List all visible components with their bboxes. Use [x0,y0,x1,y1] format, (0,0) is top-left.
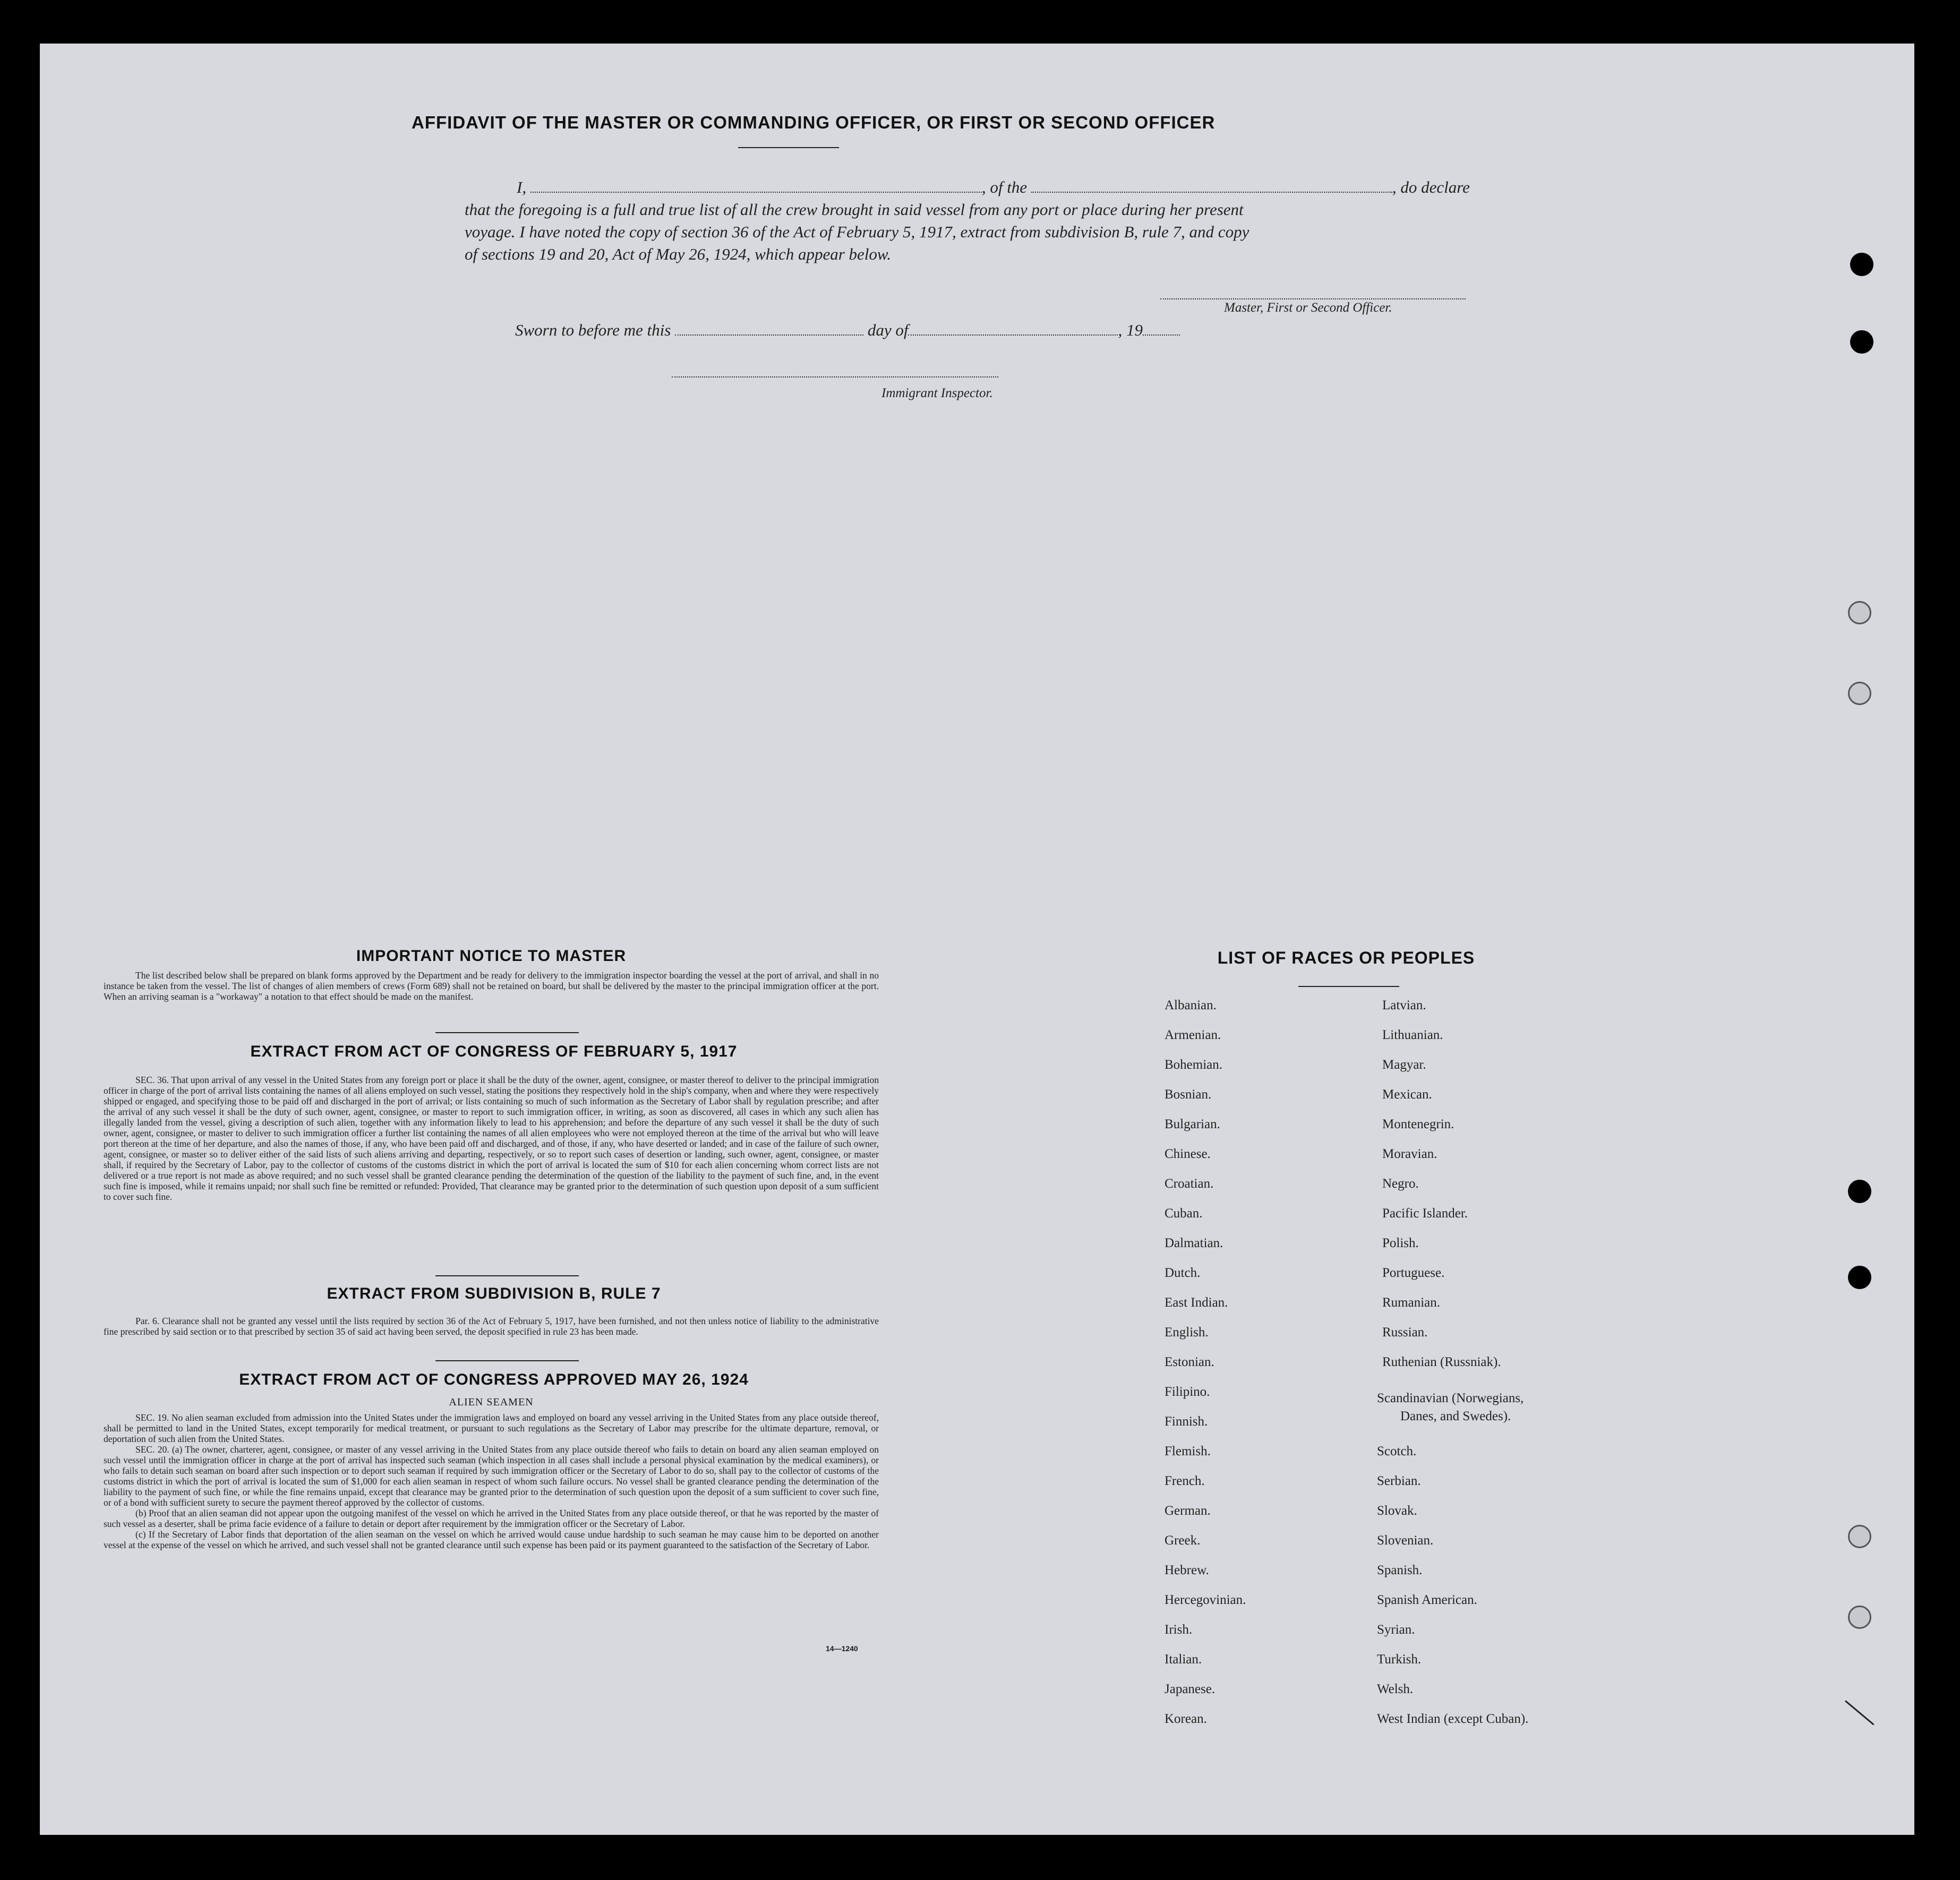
notice-title: IMPORTANT NOTICE TO MASTER [356,947,627,965]
extract-1917-text: SEC. 36. That upon arrival of any vessel in the United States from any foreign port or place it shall be the duty of the owner, agent, consignee, or master thereof to deliver to the principal immigration officer in charge of the port of arrival lists containing the names of all aliens employed on such vessel, stating the positions they respectively hold in the ship's company, when and where they were respectively shipped or engaged, and specifying those to be paid off and discharged in the port of arrival; or lists containing so much of such information as the Secretary of Labor shall by regulation prescribe; and after the arrival of any such vessel it shall be the duty of such owner, agent, consignee, or master to report to such immigration officer, in writing, as soon as discovered, all cases in which any such alien has illegally landed from the vessel, giving a description of such alien, together with any information likely to lead to his apprehension; and before the departure of any such vessel it shall be the duty of such owner, agent, consignee, or master to deliver to such immigration officer a further list containing the names of all alien employees who were not employed thereon at the time of the arrival but who will leave port thereon at the time of her departure, and also the names of those, if any, who have been paid off and discharged, and of those, if any, who have deserted or landed; and in case of the failure of such owner, agent, consignee, or master so to deliver either of the said lists of such aliens arriving and departing, respectively, or so to report such cases of desertion or landing, such owner, agent, consignee, or master shall, if required by the Secretary of Labor, pay to the collector of customs of the customs district in which the port of arrival is located the sum of $10 for each alien concerning whom correct lists are not delivered or a true report is not made as above required; and no such vessel shall be granted clearance pending the determination of the question of the liability to the payment of such fine, and, in the event such fine is imposed, while it remains unpaid; nor shall such fine be remitted or refunded: Provided, That clearance may be granted prior to the determination of such question upon deposit of a sum sufficient to cover such fine. [104,1075,879,1202]
rule-7-title: EXTRACT FROM SUBDIVISION B, RULE 7 [327,1285,661,1302]
race-item: Pacific Islander. [1382,1206,1468,1221]
race-item: Rumanian. [1382,1295,1441,1310]
officer-name-field[interactable] [530,180,982,193]
section-20b-text: (b) Proof that an alien seaman did not appear upon the outgoing manifest of the vessel on which he arrived in the United States from any place outside thereof, or that he was reported by the master of such vessel as a deserter, shall be prima facie evidence of a failure to detain or deport after requirement by the immigration officer or the Secretary of Labor. [104,1508,879,1529]
race-item: Finnish. [1165,1414,1208,1429]
race-item: Chinese. [1165,1147,1211,1161]
sworn-month-field[interactable] [908,323,1118,336]
affidavit-of-label: , of the [981,178,1028,196]
race-item: Hebrew. [1165,1563,1209,1577]
punch-hole [1848,682,1871,705]
race-item: Portuguese. [1382,1266,1445,1280]
affidavit-line-4: of sections 19 and 20, Act of May 26, 1924, which appear below. [465,245,892,263]
race-item: Russian. [1382,1325,1428,1340]
race-item: Flemish. [1165,1444,1211,1458]
race-item: Turkish. [1377,1652,1422,1667]
race-item: Hercegovinian. [1165,1593,1246,1607]
pen-mark [1845,1700,1875,1725]
race-item: Welsh. [1377,1682,1414,1696]
race-item: Montenegrin. [1382,1117,1454,1131]
affidavit-line-2: that the foregoing is a full and true list of all the crew brought in said vessel from any port or place during her present [465,200,1244,219]
race-item: Polish. [1382,1236,1419,1250]
race-item: Croatian. [1165,1177,1214,1191]
race-item: Lithuanian. [1382,1028,1443,1042]
affidavit-title: AFFIDAVIT OF THE MASTER OR COMMANDING OFFICER, OR FIRST OR SECOND OFFICER [412,113,1216,132]
sworn-day-label: day of [867,321,909,339]
document-page [40,44,1914,1835]
sworn-year-field[interactable] [1143,323,1180,336]
race-item: Bohemian. [1165,1058,1223,1072]
sworn-day-field[interactable] [675,323,863,336]
race-item: Negro. [1382,1177,1419,1191]
inspector-caption: Immigrant Inspector. [881,386,993,400]
punch-hole [1848,1180,1871,1203]
races-title: LIST OF RACES OR PEOPLES [1217,948,1475,967]
section-20a-text: SEC. 20. (a) The owner, charterer, agent, consignee, or master of any vessel arriving in the United States from any place outside thereof who fails to detain on board any alien seaman employed on such vessel until the immigration officer in charge at the port of arrival has inspected such seaman (which inspection in all cases shall include a personal physical examination by the medical examiners), or who fails to detain such seaman on board after such inspection or to deport such seaman if required by such immigration officer or the Secretary of Labor to do so, shall pay to the collector of customs of the customs district in which the port of arrival is located the sum of $1,000 for each alien seaman in respect of whom such failure occurs. No vessel shall be granted clearance pending the determination of the liability to the payment of such fine, or while the fine remains unpaid, except that clearance may be granted prior to the determination of such question upon the deposit of a sum sufficient to cover such fine, or of a bond with sufficient surety to secure the payment thereof approved by the collector of customs. [104,1444,879,1508]
punch-hole [1850,253,1873,276]
notice-text: The list described below shall be prepared on blank forms approved by the Department and be ready for delivery to the immigration inspector boarding the vessel at the port of arrival, and shall in no instance be taken from the vessel. The list of changes of alien members of crews (Form 689) shall not be retained on board, but shall be delivered by the master to the principal immigration officer at the port. When an arriving seaman is a "workaway" a notation to that effect should be made on the manifest. [104,970,879,1002]
extract-1917-title: EXTRACT FROM ACT OF CONGRESS OF FEBRUARY 5, 1917 [250,1043,738,1060]
divider [435,1032,579,1033]
race-item: Albanian. [1165,998,1217,1012]
vessel-name-field[interactable] [1031,180,1392,193]
master-signature-line[interactable] [1160,298,1466,299]
punch-hole [1848,1266,1871,1289]
extract-1924-title: EXTRACT FROM ACT OF CONGRESS APPROVED MAY 26, 1924 [239,1371,749,1388]
race-item: Mexican. [1382,1087,1432,1102]
race-item: Cuban. [1165,1206,1203,1221]
race-item: Moravian. [1382,1147,1437,1161]
rule-7-text: Par. 6. Clearance shall not be granted any vessel until the lists required by section 36 of the Act of February 5, 1917, have been furnished, and not then unless notice of liability to the administrative fine prescribed by said section or to that prescribed by section 35 of said act having been served, the deposit specified in rule 23 has been made. [104,1316,879,1337]
race-item: Spanish. [1377,1563,1423,1577]
race-item: Armenian. [1165,1028,1221,1042]
alien-seamen-subtitle: ALIEN SEAMEN [449,1396,534,1408]
race-item: East Indian. [1165,1295,1228,1310]
race-item: Latvian. [1382,998,1426,1012]
race-item: English. [1165,1325,1209,1340]
form-number: 14—1240 [826,1644,858,1653]
sworn-line [515,321,1180,340]
affidavit-i-label: I, [517,178,527,196]
punch-hole [1850,330,1873,354]
race-item: Japanese. [1165,1682,1216,1696]
race-item: Bulgarian. [1165,1117,1220,1131]
affidavit-declaration [465,176,1553,265]
punch-hole [1848,1525,1871,1548]
divider [1298,986,1399,987]
divider [435,1275,579,1276]
race-item: Ruthenian (Russniak). [1382,1355,1501,1369]
race-item: French. [1165,1474,1205,1488]
race-item: Filipino. [1165,1385,1210,1399]
section-19-text: SEC. 19. No alien seaman excluded from admission into the United States under the immigration laws and employed on board any vessel arriving in the United States from any place outside thereof, shall be permitted to land in the United States, except temporarily for medical treatment, or pursuant to such regulations as the Secretary of Labor may prescribe for the ultimate departure, removal, or deportation of such alien from the United States. [104,1412,879,1444]
divider [738,147,839,148]
race-item: Estonian. [1165,1355,1214,1369]
race-item: Scandinavian (Norwegians, [1377,1391,1524,1405]
race-item: Scotch. [1377,1444,1417,1458]
race-item-continuation: Danes, and Swedes). [1400,1409,1511,1423]
race-item: Serbian. [1377,1474,1421,1488]
race-item: Irish. [1165,1623,1193,1637]
sworn-year-label: , 19 [1118,321,1143,339]
race-item: Dutch. [1165,1266,1201,1280]
race-item: Slovenian. [1377,1533,1434,1548]
race-item: German. [1165,1504,1211,1518]
inspector-signature-line[interactable] [672,376,998,377]
punch-hole [1848,1606,1871,1629]
race-item: Bosnian. [1165,1087,1212,1102]
race-item: Spanish American. [1377,1593,1477,1607]
extract-1924-text [104,1412,879,1550]
affidavit-declare-label: , do declare [1392,178,1470,196]
section-20c-text: (c) If the Secretary of Labor finds that deportation of the alien seaman on the vessel on which he arrived would cause undue hardship to such seaman he may cause him to be deported on another vessel at the expense of the vessel on which he arrived, and such vessel shall not be granted clearance until such expense has been paid or its payment guaranteed to the satisfaction of the Secretary of Labor. [104,1529,879,1550]
race-item: West Indian (except Cuban). [1377,1712,1529,1726]
race-item: Italian. [1165,1652,1202,1667]
race-item: Dalmatian. [1165,1236,1223,1250]
punch-hole [1848,601,1871,624]
race-item: Slovak. [1377,1504,1417,1518]
master-caption: Master, First or Second Officer. [1224,301,1392,315]
race-item: Magyar. [1382,1058,1426,1072]
race-item: Syrian. [1377,1623,1415,1637]
race-item: Greek. [1165,1533,1201,1548]
affidavit-line-3: voyage. I have noted the copy of section 36 of the Act of February 5, 1917, extract from subdivision B, rule 7, and copy [465,222,1249,241]
divider [435,1360,579,1361]
sworn-prefix: Sworn to before me this [515,321,671,339]
race-item: Korean. [1165,1712,1207,1726]
